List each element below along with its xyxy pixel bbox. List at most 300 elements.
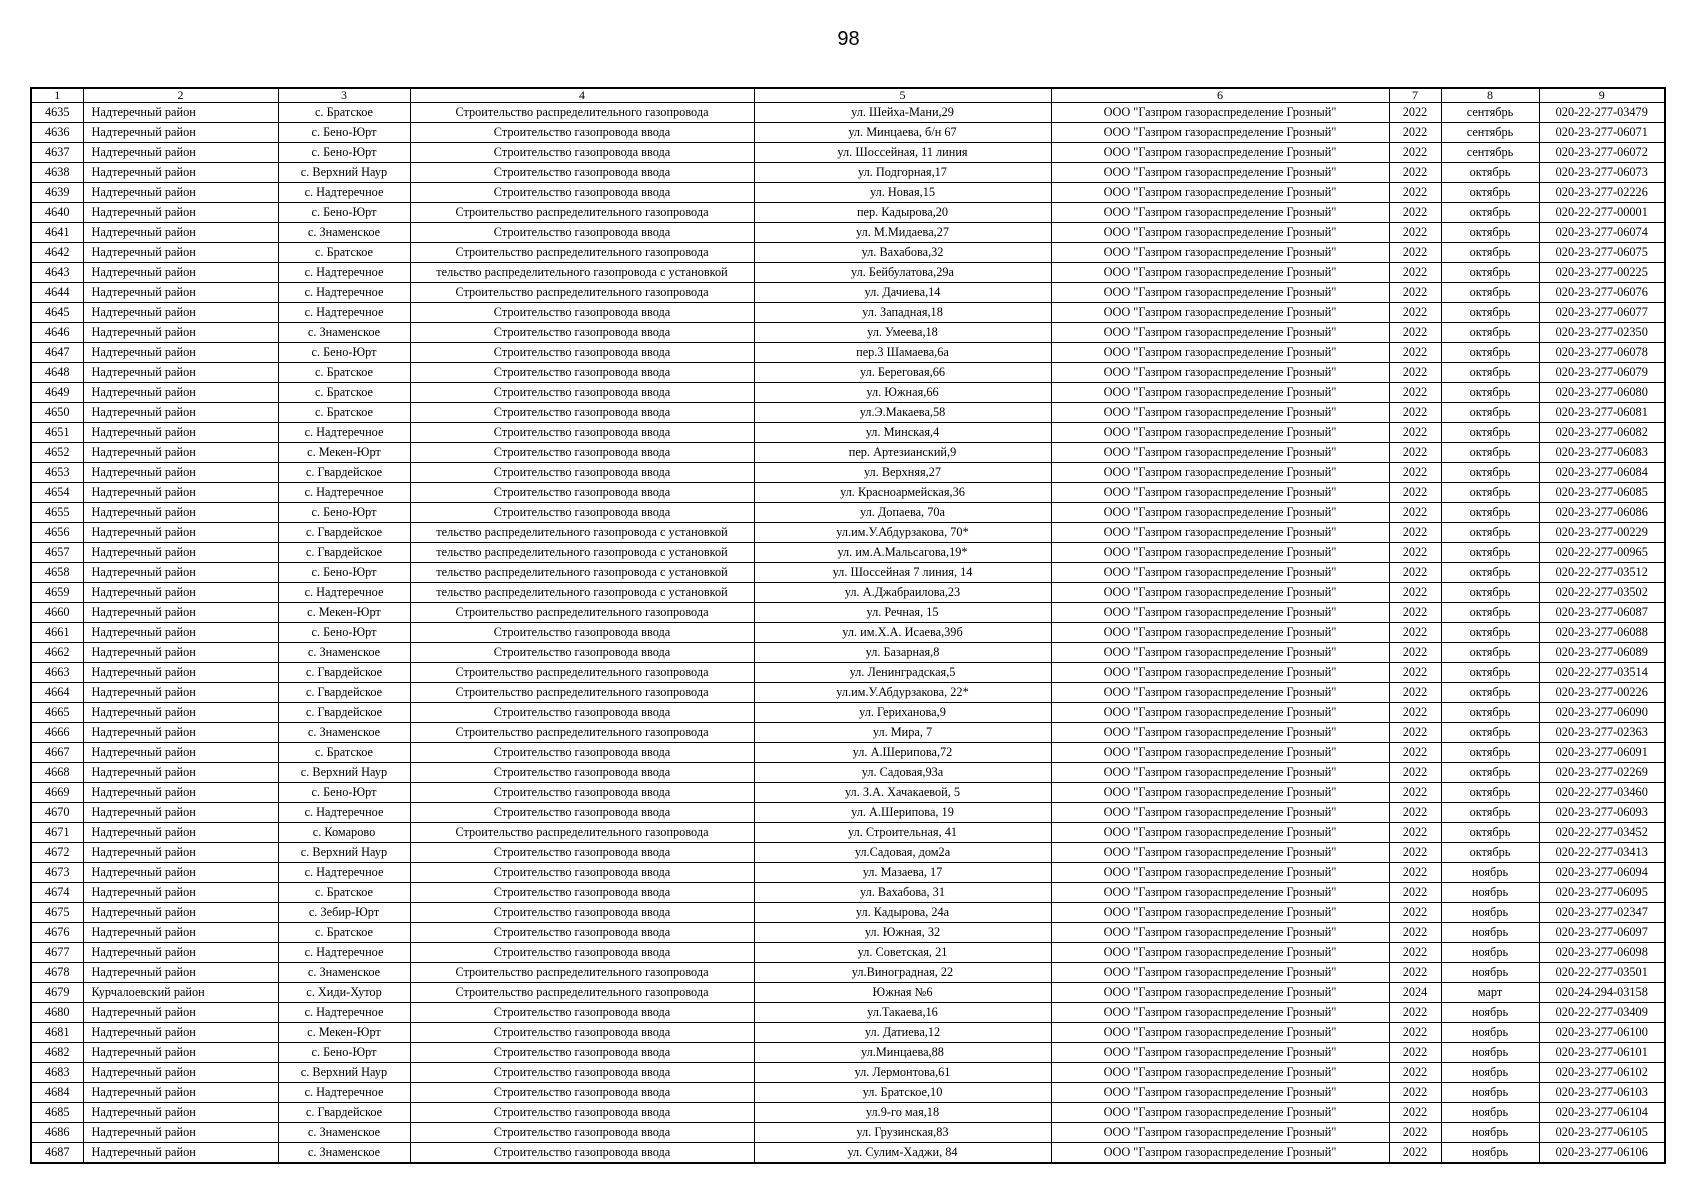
organization-cell: ООО "Газпром газораспределение Грозный" (1051, 703, 1389, 723)
district-cell: Надтеречный район (83, 103, 278, 123)
month-cell: ноябрь (1441, 1103, 1539, 1123)
settlement-cell: с. Знаменское (278, 1123, 410, 1143)
year-cell: 2022 (1389, 643, 1441, 663)
table-row (31, 843, 1665, 863)
row-number-cell: 4652 (31, 443, 83, 463)
row-number-cell: 4644 (31, 283, 83, 303)
year-cell: 2022 (1389, 263, 1441, 283)
settlement-cell: с. Знаменское (278, 223, 410, 243)
year-cell: 2022 (1389, 543, 1441, 563)
table-row (31, 243, 1665, 263)
organization-cell: ООО "Газпром газораспределение Грозный" (1051, 763, 1389, 783)
row-number-cell: 4640 (31, 203, 83, 223)
address-cell: пер. Кадырова,20 (754, 203, 1051, 223)
year-cell: 2024 (1389, 983, 1441, 1003)
column-header: 9 (1539, 88, 1665, 103)
district-cell: Надтеречный район (83, 343, 278, 363)
month-cell: ноябрь (1441, 1083, 1539, 1103)
table-row (31, 123, 1665, 143)
district-cell: Надтеречный район (83, 323, 278, 343)
settlement-cell: с. Братское (278, 243, 410, 263)
year-cell: 2022 (1389, 143, 1441, 163)
year-cell: 2022 (1389, 1043, 1441, 1063)
table-row (31, 943, 1665, 963)
code-cell: 020-22-277-00965 (1539, 543, 1665, 563)
month-cell: ноябрь (1441, 1143, 1539, 1164)
month-cell: октябрь (1441, 323, 1539, 343)
row-number-cell: 4645 (31, 303, 83, 323)
work-type-cell: Строительство газопровода ввода (410, 923, 754, 943)
settlement-cell: с. Верхний Наур (278, 763, 410, 783)
address-cell: ул. Мазаева, 17 (754, 863, 1051, 883)
address-cell: ул. Гериханова,9 (754, 703, 1051, 723)
code-cell: 020-23-277-06102 (1539, 1063, 1665, 1083)
year-cell: 2022 (1389, 623, 1441, 643)
code-cell: 020-23-277-06089 (1539, 643, 1665, 663)
work-type-cell: Строительство газопровода ввода (410, 343, 754, 363)
settlement-cell: с. Надтеречное (278, 583, 410, 603)
settlement-cell: с. Гвардейское (278, 523, 410, 543)
address-cell: ул. Красноармейская,36 (754, 483, 1051, 503)
work-type-cell: Строительство газопровода ввода (410, 1143, 754, 1164)
month-cell: ноябрь (1441, 863, 1539, 883)
year-cell: 2022 (1389, 363, 1441, 383)
address-cell: ул. Верхняя,27 (754, 463, 1051, 483)
district-cell: Надтеречный район (83, 843, 278, 863)
work-type-cell: Строительство газопровода ввода (410, 303, 754, 323)
row-number-cell: 4663 (31, 663, 83, 683)
address-cell: ул. Вахабова,32 (754, 243, 1051, 263)
year-cell: 2022 (1389, 803, 1441, 823)
row-number-cell: 4635 (31, 103, 83, 123)
month-cell: октябрь (1441, 483, 1539, 503)
code-cell: 020-23-277-06084 (1539, 463, 1665, 483)
column-header: 5 (754, 88, 1051, 103)
district-cell: Надтеречный район (83, 643, 278, 663)
district-cell: Надтеречный район (83, 623, 278, 643)
district-cell: Надтеречный район (83, 1043, 278, 1063)
settlement-cell: с. Знаменское (278, 643, 410, 663)
month-cell: октябрь (1441, 543, 1539, 563)
settlement-cell: с. Верхний Наур (278, 1063, 410, 1083)
table-row (31, 383, 1665, 403)
table-row (31, 1043, 1665, 1063)
district-cell: Надтеречный район (83, 543, 278, 563)
code-cell: 020-22-277-03409 (1539, 1003, 1665, 1023)
district-cell: Надтеречный район (83, 383, 278, 403)
table-row (31, 883, 1665, 903)
month-cell: ноябрь (1441, 903, 1539, 923)
work-type-cell: Строительство газопровода ввода (410, 163, 754, 183)
organization-cell: ООО "Газпром газораспределение Грозный" (1051, 163, 1389, 183)
address-cell: Южная №6 (754, 983, 1051, 1003)
organization-cell: ООО "Газпром газораспределение Грозный" (1051, 1043, 1389, 1063)
table-row (31, 163, 1665, 183)
table-row (31, 863, 1665, 883)
code-cell: 020-22-277-03413 (1539, 843, 1665, 863)
organization-cell: ООО "Газпром газораспределение Грозный" (1051, 783, 1389, 803)
address-cell: ул. Шейха-Мани,29 (754, 103, 1051, 123)
row-number-cell: 4681 (31, 1023, 83, 1043)
work-type-cell: Строительство распределительного газопровода (410, 723, 754, 743)
month-cell: ноябрь (1441, 1123, 1539, 1143)
district-cell: Надтеречный район (83, 663, 278, 683)
year-cell: 2022 (1389, 223, 1441, 243)
district-cell: Надтеречный район (83, 123, 278, 143)
month-cell: октябрь (1441, 463, 1539, 483)
column-header: 4 (410, 88, 754, 103)
district-cell: Курчалоевский район (83, 983, 278, 1003)
settlement-cell: с. Надтеречное (278, 483, 410, 503)
year-cell: 2022 (1389, 383, 1441, 403)
table-row (31, 283, 1665, 303)
code-cell: 020-22-277-03502 (1539, 583, 1665, 603)
work-type-cell: Строительство газопровода ввода (410, 423, 754, 443)
table-row (31, 303, 1665, 323)
column-header: 2 (83, 88, 278, 103)
organization-cell: ООО "Газпром газораспределение Грозный" (1051, 743, 1389, 763)
table-row (31, 963, 1665, 983)
code-cell: 020-23-277-00226 (1539, 683, 1665, 703)
year-cell: 2022 (1389, 103, 1441, 123)
table-row (31, 823, 1665, 843)
organization-cell: ООО "Газпром газораспределение Грозный" (1051, 263, 1389, 283)
district-cell: Надтеречный район (83, 403, 278, 423)
month-cell: октябрь (1441, 303, 1539, 323)
settlement-cell: с. Надтеречное (278, 1083, 410, 1103)
month-cell: октябрь (1441, 503, 1539, 523)
year-cell: 2022 (1389, 443, 1441, 463)
table-row (31, 423, 1665, 443)
year-cell: 2022 (1389, 683, 1441, 703)
year-cell: 2022 (1389, 703, 1441, 723)
work-type-cell: тельство распределительного газопровода с установкой (410, 523, 754, 543)
work-type-cell: Строительство газопровода ввода (410, 883, 754, 903)
month-cell: октябрь (1441, 763, 1539, 783)
settlement-cell: с. Гвардейское (278, 663, 410, 683)
code-cell: 020-23-277-06086 (1539, 503, 1665, 523)
organization-cell: ООО "Газпром газораспределение Грозный" (1051, 283, 1389, 303)
settlement-cell: с. Зебир-Юрт (278, 903, 410, 923)
work-type-cell: Строительство газопровода ввода (410, 703, 754, 723)
organization-cell: ООО "Газпром газораспределение Грозный" (1051, 1123, 1389, 1143)
settlement-cell: с. Бено-Юрт (278, 623, 410, 643)
work-type-cell: Строительство газопровода ввода (410, 223, 754, 243)
address-cell: ул. Южная,66 (754, 383, 1051, 403)
address-cell: ул. Бейбулатова,29а (754, 263, 1051, 283)
table-row (31, 223, 1665, 243)
organization-cell: ООО "Газпром газораспределение Грозный" (1051, 883, 1389, 903)
work-type-cell: Строительство газопровода ввода (410, 443, 754, 463)
year-cell: 2022 (1389, 763, 1441, 783)
month-cell: октябрь (1441, 803, 1539, 823)
address-cell: ул.им.У.Абдурзакова, 22* (754, 683, 1051, 703)
work-type-cell: Строительство газопровода ввода (410, 183, 754, 203)
month-cell: ноябрь (1441, 1003, 1539, 1023)
work-type-cell: Строительство газопровода ввода (410, 463, 754, 483)
year-cell: 2022 (1389, 523, 1441, 543)
code-cell: 020-23-277-06085 (1539, 483, 1665, 503)
table-row (31, 983, 1665, 1003)
year-cell: 2022 (1389, 723, 1441, 743)
work-type-cell: Строительство газопровода ввода (410, 1063, 754, 1083)
table-row (31, 363, 1665, 383)
organization-cell: ООО "Газпром газораспределение Грозный" (1051, 543, 1389, 563)
address-cell: ул. А.Шерипова,72 (754, 743, 1051, 763)
work-type-cell: Строительство распределительного газопровода (410, 683, 754, 703)
organization-cell: ООО "Газпром газораспределение Грозный" (1051, 223, 1389, 243)
month-cell: октябрь (1441, 783, 1539, 803)
row-number-cell: 4664 (31, 683, 83, 703)
row-number-cell: 4660 (31, 603, 83, 623)
district-cell: Надтеречный район (83, 303, 278, 323)
row-number-cell: 4647 (31, 343, 83, 363)
district-cell: Надтеречный район (83, 943, 278, 963)
address-cell: ул.Э.Макаева,58 (754, 403, 1051, 423)
work-type-cell: Строительство распределительного газопровода (410, 283, 754, 303)
district-cell: Надтеречный район (83, 1143, 278, 1164)
settlement-cell: с. Бено-Юрт (278, 123, 410, 143)
table-row (31, 1143, 1665, 1164)
organization-cell: ООО "Газпром газораспределение Грозный" (1051, 863, 1389, 883)
work-type-cell: Строительство газопровода ввода (410, 403, 754, 423)
code-cell: 020-23-277-06078 (1539, 343, 1665, 363)
month-cell: октябрь (1441, 223, 1539, 243)
organization-cell: ООО "Газпром газораспределение Грозный" (1051, 363, 1389, 383)
settlement-cell: с. Надтеречное (278, 303, 410, 323)
work-type-cell: тельство распределительного газопровода с установкой (410, 563, 754, 583)
district-cell: Надтеречный район (83, 1083, 278, 1103)
row-number-cell: 4667 (31, 743, 83, 763)
organization-cell: ООО "Газпром газораспределение Грозный" (1051, 823, 1389, 843)
code-cell: 020-23-277-02350 (1539, 323, 1665, 343)
year-cell: 2022 (1389, 243, 1441, 263)
row-number-cell: 4682 (31, 1043, 83, 1063)
code-cell: 020-23-277-06081 (1539, 403, 1665, 423)
work-type-cell: Строительство распределительного газопровода (410, 963, 754, 983)
address-cell: ул. Лермонтова,61 (754, 1063, 1051, 1083)
district-cell: Надтеречный район (83, 243, 278, 263)
organization-cell: ООО "Газпром газораспределение Грозный" (1051, 1083, 1389, 1103)
month-cell: октябрь (1441, 183, 1539, 203)
year-cell: 2022 (1389, 883, 1441, 903)
code-cell: 020-22-277-03479 (1539, 103, 1665, 123)
settlement-cell: с. Верхний Наур (278, 843, 410, 863)
month-cell: ноябрь (1441, 1023, 1539, 1043)
month-cell: октябрь (1441, 403, 1539, 423)
settlement-cell: с. Надтеречное (278, 863, 410, 883)
row-number-cell: 4662 (31, 643, 83, 663)
year-cell: 2022 (1389, 303, 1441, 323)
table-row (31, 1003, 1665, 1023)
organization-cell: ООО "Газпром газораспределение Грозный" (1051, 563, 1389, 583)
year-cell: 2022 (1389, 863, 1441, 883)
address-cell: ул.9-го мая,18 (754, 1103, 1051, 1123)
address-cell: ул.Такаева,16 (754, 1003, 1051, 1023)
row-number-cell: 4672 (31, 843, 83, 863)
table-row (31, 583, 1665, 603)
row-number-cell: 4679 (31, 983, 83, 1003)
settlement-cell: с. Бено-Юрт (278, 203, 410, 223)
organization-cell: ООО "Газпром газораспределение Грозный" (1051, 103, 1389, 123)
registry-table (30, 87, 1666, 1164)
address-cell: ул. Мира, 7 (754, 723, 1051, 743)
organization-cell: ООО "Газпром газораспределение Грозный" (1051, 723, 1389, 743)
code-cell: 020-23-277-06104 (1539, 1103, 1665, 1123)
table-row (31, 683, 1665, 703)
address-cell: ул. А.Джабраилова,23 (754, 583, 1051, 603)
settlement-cell: с. Надтеречное (278, 263, 410, 283)
work-type-cell: Строительство распределительного газопровода (410, 663, 754, 683)
settlement-cell: с. Братское (278, 883, 410, 903)
address-cell: ул. им.Х.А. Исаева,39б (754, 623, 1051, 643)
settlement-cell: с. Братское (278, 383, 410, 403)
row-number-cell: 4678 (31, 963, 83, 983)
code-cell: 020-23-277-06103 (1539, 1083, 1665, 1103)
year-cell: 2022 (1389, 403, 1441, 423)
code-cell: 020-22-277-03501 (1539, 963, 1665, 983)
district-cell: Надтеречный район (83, 863, 278, 883)
column-header: 1 (31, 88, 83, 103)
row-number-cell: 4671 (31, 823, 83, 843)
settlement-cell: с. Братское (278, 363, 410, 383)
year-cell: 2022 (1389, 323, 1441, 343)
month-cell: сентябрь (1441, 143, 1539, 163)
settlement-cell: с. Верхний Наур (278, 163, 410, 183)
column-header: 8 (1441, 88, 1539, 103)
district-cell: Надтеречный район (83, 1023, 278, 1043)
district-cell: Надтеречный район (83, 423, 278, 443)
code-cell: 020-23-277-06082 (1539, 423, 1665, 443)
row-number-cell: 4668 (31, 763, 83, 783)
district-cell: Надтеречный район (83, 1063, 278, 1083)
year-cell: 2022 (1389, 843, 1441, 863)
organization-cell: ООО "Газпром газораспределение Грозный" (1051, 623, 1389, 643)
district-cell: Надтеречный район (83, 563, 278, 583)
organization-cell: ООО "Газпром газораспределение Грозный" (1051, 243, 1389, 263)
month-cell: октябрь (1441, 443, 1539, 463)
settlement-cell: с. Гвардейское (278, 683, 410, 703)
address-cell: ул. Сулим-Хаджи, 84 (754, 1143, 1051, 1164)
year-cell: 2022 (1389, 663, 1441, 683)
month-cell: октябрь (1441, 663, 1539, 683)
address-cell: ул. Западная,18 (754, 303, 1051, 323)
year-cell: 2022 (1389, 903, 1441, 923)
code-cell: 020-23-277-06074 (1539, 223, 1665, 243)
year-cell: 2022 (1389, 963, 1441, 983)
district-cell: Надтеречный район (83, 603, 278, 623)
address-cell: ул. З.А. Хачакаевой, 5 (754, 783, 1051, 803)
code-cell: 020-23-277-06093 (1539, 803, 1665, 823)
address-cell: ул. Допаева, 70а (754, 503, 1051, 523)
month-cell: октябрь (1441, 243, 1539, 263)
row-number-cell: 4666 (31, 723, 83, 743)
code-cell: 020-23-277-06080 (1539, 383, 1665, 403)
code-cell: 020-22-277-03514 (1539, 663, 1665, 683)
year-cell: 2022 (1389, 203, 1441, 223)
year-cell: 2022 (1389, 163, 1441, 183)
organization-cell: ООО "Газпром газораспределение Грозный" (1051, 423, 1389, 443)
settlement-cell: с. Бено-Юрт (278, 563, 410, 583)
code-cell: 020-23-277-06098 (1539, 943, 1665, 963)
table-row (31, 103, 1665, 123)
work-type-cell: Строительство газопровода ввода (410, 1083, 754, 1103)
code-cell: 020-23-277-06094 (1539, 863, 1665, 883)
address-cell: ул. Базарная,8 (754, 643, 1051, 663)
settlement-cell: с. Братское (278, 103, 410, 123)
code-cell: 020-23-277-06077 (1539, 303, 1665, 323)
table-row (31, 1083, 1665, 1103)
table-row (31, 663, 1665, 683)
row-number-cell: 4685 (31, 1103, 83, 1123)
work-type-cell: Строительство распределительного газопровода (410, 603, 754, 623)
row-number-cell: 4638 (31, 163, 83, 183)
settlement-cell: с. Знаменское (278, 963, 410, 983)
district-cell: Надтеречный район (83, 783, 278, 803)
work-type-cell: Строительство газопровода ввода (410, 843, 754, 863)
row-number-cell: 4686 (31, 1123, 83, 1143)
organization-cell: ООО "Газпром газораспределение Грозный" (1051, 443, 1389, 463)
district-cell: Надтеречный район (83, 583, 278, 603)
organization-cell: ООО "Газпром газораспределение Грозный" (1051, 603, 1389, 623)
code-cell: 020-23-277-06105 (1539, 1123, 1665, 1143)
district-cell: Надтеречный район (83, 723, 278, 743)
year-cell: 2022 (1389, 823, 1441, 843)
work-type-cell: Строительство газопровода ввода (410, 1043, 754, 1063)
settlement-cell: с. Братское (278, 403, 410, 423)
work-type-cell: Строительство газопровода ввода (410, 503, 754, 523)
district-cell: Надтеречный район (83, 703, 278, 723)
page-number: 98 (837, 28, 860, 50)
year-cell: 2022 (1389, 923, 1441, 943)
year-cell: 2022 (1389, 603, 1441, 623)
table-row (31, 323, 1665, 343)
table-row (31, 903, 1665, 923)
settlement-cell: с. Бено-Юрт (278, 1043, 410, 1063)
district-cell: Надтеречный район (83, 523, 278, 543)
work-type-cell: тельство распределительного газопровода с установкой (410, 543, 754, 563)
work-type-cell: Строительство газопровода ввода (410, 643, 754, 663)
work-type-cell: Строительство газопровода ввода (410, 863, 754, 883)
address-cell: ул. Южная, 32 (754, 923, 1051, 943)
table-row (31, 403, 1665, 423)
year-cell: 2022 (1389, 1003, 1441, 1023)
month-cell: ноябрь (1441, 1043, 1539, 1063)
work-type-cell: Строительство газопровода ввода (410, 803, 754, 823)
district-cell: Надтеречный район (83, 363, 278, 383)
district-cell: Надтеречный район (83, 203, 278, 223)
year-cell: 2022 (1389, 783, 1441, 803)
row-number-cell: 4639 (31, 183, 83, 203)
organization-cell: ООО "Газпром газораспределение Грозный" (1051, 643, 1389, 663)
month-cell: октябрь (1441, 163, 1539, 183)
table-row (31, 763, 1665, 783)
month-cell: октябрь (1441, 343, 1539, 363)
column-header: 7 (1389, 88, 1441, 103)
work-type-cell: Строительство газопровода ввода (410, 943, 754, 963)
code-cell: 020-23-277-06095 (1539, 883, 1665, 903)
work-type-cell: Строительство газопровода ввода (410, 383, 754, 403)
table-body (31, 103, 1665, 1164)
organization-cell: ООО "Газпром газораспределение Грозный" (1051, 903, 1389, 923)
year-cell: 2022 (1389, 1103, 1441, 1123)
work-type-cell: тельство распределительного газопровода с установкой (410, 583, 754, 603)
organization-cell: ООО "Газпром газораспределение Грозный" (1051, 203, 1389, 223)
organization-cell: ООО "Газпром газораспределение Грозный" (1051, 983, 1389, 1003)
year-cell: 2022 (1389, 283, 1441, 303)
month-cell: октябрь (1441, 723, 1539, 743)
month-cell: октябрь (1441, 523, 1539, 543)
